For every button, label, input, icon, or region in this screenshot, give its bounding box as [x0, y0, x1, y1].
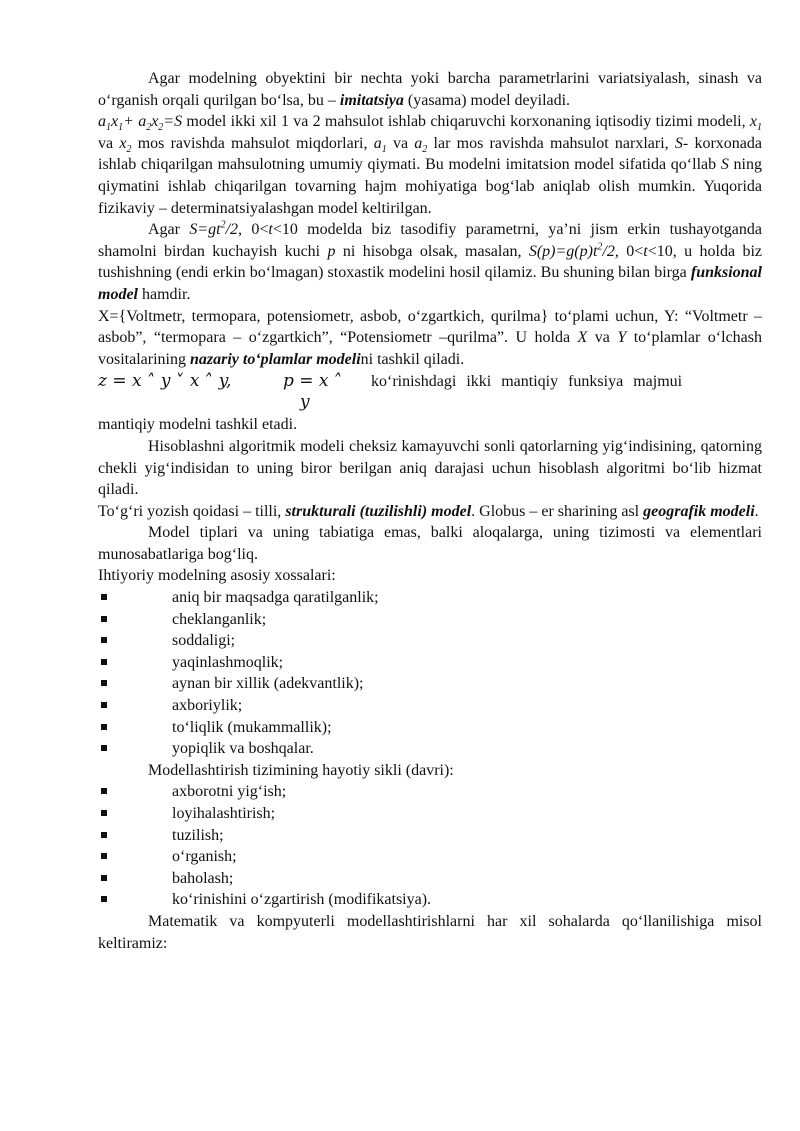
properties-heading: Ihtiyoriy modelning asosiy xossalari: — [98, 567, 336, 585]
list-item: cheklanganlik; — [98, 609, 762, 631]
term-imitatsiya: imitatsiya — [339, 91, 404, 109]
list-item: loyihalashtirish; — [98, 803, 762, 825]
paragraph-imitation-model: Agar modelning obyektini bir nechta yoki barcha parametrlarini variatsiyalash, sinash va oʻrganish orqali qurilgan boʻlsa, bu – imitatsiya (yasama) model deyiladi. — [98, 70, 762, 109]
properties-list — [98, 587, 762, 760]
paragraph-economic-model: $a_1x_1+ a_2x_2=S$ model ikki xil 1 va 2 mahsulot ishlab chiqaruvchi korxonaning iqtisodiy tizimi modeli, $x_1$ va $x_2$ mos ravishda mahsulot miqdorlari, $a_1$ va $a_2$ lar mos ravishda mahsulot narxlari, S- korxonada ishlab chiqarilgan mahsulotning umumiy qiymati. Bu modelni imitatsion model sifatida qoʻllab S ning qiymatini ishlab chiqarilgan tovarning hajm mohiyatiga bogʻlab aniqlab olish mumkin. Yuqorida fizikaviy – determinatsiyalashgan model keltirilgan. — [98, 113, 762, 217]
term-geographic-model: geografik modeli — [643, 502, 755, 520]
list-item: soddaligi; — [98, 630, 762, 652]
list-item: koʻrinishini oʻzgartirish (modifikatsiya). — [98, 889, 762, 911]
lifecycle-heading: Modellashtirish tizimining hayotiy sikli (davri): — [148, 761, 454, 779]
document-page — [98, 68, 762, 954]
paragraph-model-types: Model tiplari va uning tabiatiga emas, balki aloqalarga, uning tizimosti va elementlari munosabatlariga bogʻliq. — [98, 524, 762, 563]
list-item: yopiqlik va boshqalar. — [98, 738, 762, 760]
logic-formula-z: z = x ˄ y ˅ x ˄ y, — [98, 371, 232, 392]
term-funksional-model: funksional model — [98, 264, 762, 303]
formula-economic: $a_1x_1+ a_2x_2=S$ — [98, 113, 183, 134]
list-item: toʻliqlik (mukammallik); — [98, 717, 762, 739]
term-set-model: nazariy toʻplamlar modeli — [189, 350, 361, 368]
logic-formula-line — [98, 371, 762, 414]
list-item: oʻrganish; — [98, 846, 762, 868]
list-item: tuzilish; — [98, 825, 762, 847]
list-item: axboriylik; — [98, 695, 762, 717]
list-item: aynan bir xillik (adekvantlik); — [98, 673, 762, 695]
list-item: axborotni yigʻish; — [98, 781, 762, 803]
list-item: yaqinlashmoqlik; — [98, 652, 762, 674]
paragraph-structural-model: Toʻgʻri yozish qoidasi – tilli, strukturali (tuzilishli) model. Globus – er sharining asl geografik modeli. — [98, 502, 759, 520]
paragraph-logic-model: mantiqiy modelni tashkil etadi. — [98, 416, 298, 434]
paragraph-closing: Matematik va kompyuterli modellashtirishlarni har xil sohalarda qoʻllanilishiga misol keltiramiz: — [98, 912, 762, 952]
list-item: baholash; — [98, 868, 762, 890]
list-item: aniq bir maqsadga qaratilganlik; — [98, 587, 762, 609]
logic-formula-p: p = x ˄ y — [283, 371, 343, 413]
paragraph-set-model: X={Voltmetr, termopara, potensiometr, asbob, oʻzgartkich, qurilma} toʻplami uchun, Y: “Voltmetr – asbob”, “termopara – oʻzgartkich”, “Potensiometr –qurilma”. U holda X va Y toʻplamlar oʻlchash vositalarining nazariy toʻplamlar modelini tashkil qiladi. — [98, 307, 763, 368]
term-structural-model: strukturali (tuzilishli) model — [285, 502, 472, 520]
paragraph-stochastic-model: Agar $S=gt^2/2$, 0<t<10 modelda biz tasodifiy parametrni, ya’ni jism erkin tushayotganda shamolni birdan kuchayish kuchi p ni hisobga olsak, masalan, $S(p)=g(p)t^2/2$, 0<t<10, u holda biz tushishning (endi erkin boʻlmagan) stoxastik modelini hosil qilamiz. Bu shuning bilan birga funksional model hamdir. — [98, 219, 763, 303]
lifecycle-list — [98, 781, 762, 911]
paragraph-algorithmic-model: Hisoblashni algoritmik modeli cheksiz kamayuvchi sonli qatorlarning yigʻindisining, qatorning chekli yigʻindisidan to uning biror berilgan aniq darajasi uchun hisoblash algoritmi boʻlib hizmat qiladi. — [98, 437, 762, 499]
logic-formula-caption: koʻrinishdagi ikki mantiqiy funksiya majmui — [371, 373, 683, 391]
